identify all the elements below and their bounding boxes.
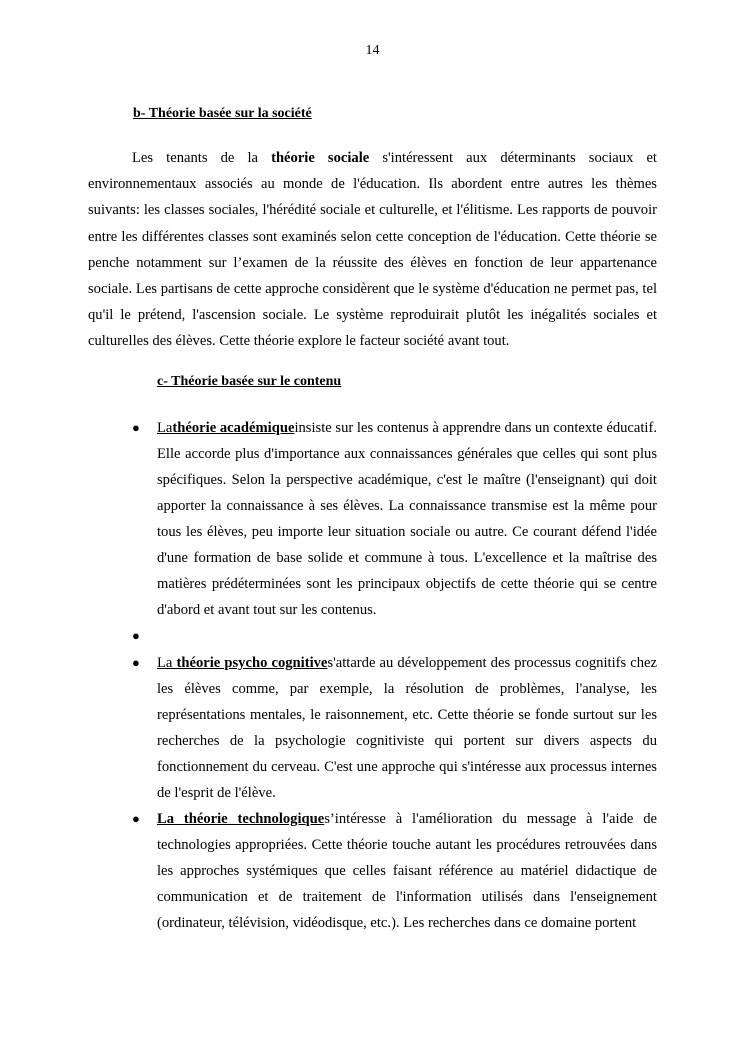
- bullet-term: théorie psycho cognitive: [176, 655, 328, 671]
- bullet-dot-icon: ●: [132, 655, 140, 670]
- bullet-text: s'attarde au développement des processus cognitifs chez les élèves comme, par exemple, la résolution de problèmes, l'analyse, les représentations mentales, le raisonnement, etc. Cette théorie se fonde surtout sur les recherches de la psychologie cognitiviste qui portent sur divers aspects du fonctionnement du cerveau. C'est une approche qui s'intéresse aux processus internes de l'esprit de l'élève.: [157, 655, 658, 801]
- bullet-psycho-cognitive: [132, 650, 658, 806]
- section-c-heading: c- Théorie basée sur le contenu: [157, 374, 342, 389]
- bullet-technologique: [132, 806, 657, 936]
- section-b-text-before: Les tenants de la: [132, 150, 272, 166]
- page-number: 14: [365, 43, 380, 58]
- bullet-prefix: La: [157, 655, 177, 671]
- bullet-text: s’intéresse à l'amélioration du message à l'aide de technologies appropriées. Cette théorie touche autant les procédures retrouvées dans les approches systémiques que celles faisant référence au matériel didactique de communication et de traitement de l'information utilisés dans l'enseignement (ordinateur, télévision, vidéodisque, etc.). Les recherches dans ce domaine portent: [157, 811, 657, 931]
- bullet-academique: [132, 415, 657, 623]
- section-b-heading: b- Théorie basée sur la société: [133, 106, 312, 121]
- bullet-term: La théorie technologique: [157, 811, 325, 827]
- bullet-text: insiste sur les contenus à apprendre dans un contexte éducatif. Elle accorde plus d'importance aux connaissances générales que celles qui sont plus spécifiques. Selon la perspective académique, c'est le maître (l'enseignant) qui doit apporter la connaissance à ses élèves. La connaissance transmise est la même pour tous les élèves, peu importe leur situation sociale ou autre. Ce courant défend l'idée d'une formation de base solide et commune à tous. L'excellence et la maîtrise des matières prédéterminées sont les principaux objectifs de cette théorie qui se centre d'abord et avant tout sur les contenus.: [157, 420, 657, 618]
- bullet-term: théorie académique: [172, 420, 295, 436]
- section-b-bold-term: théorie sociale: [271, 150, 370, 166]
- bullet-dot-icon: ●: [132, 628, 140, 643]
- section-b-text-after: s'intéressent aux déterminants sociaux et environnementaux associés au monde de l'éducation. Ils abordent entre autres les thèmes suivants: les classes sociales, l'hérédité sociale et culturelle, et l'élitisme. Les rapports de pouvoir entre les différentes classes sont examinés selon cette conception de l'éducation. Cette théorie se penche notamment sur l’examen de la réussite des élèves en fonction de leur appartenance sociale. Les partisans de cette approche considèrent que le système d'éducation ne permet pas, tel qu'il le prétend, l'ascension sociale. Le système reproduirait plutôt les inégalités sociales et culturelles des élèves. Cette théorie explore le facteur société avant tout.: [88, 150, 657, 350]
- bullet-prefix: La: [157, 420, 173, 436]
- bullet-dot-icon: ●: [132, 420, 140, 435]
- bullet-dot-icon: ●: [132, 811, 140, 826]
